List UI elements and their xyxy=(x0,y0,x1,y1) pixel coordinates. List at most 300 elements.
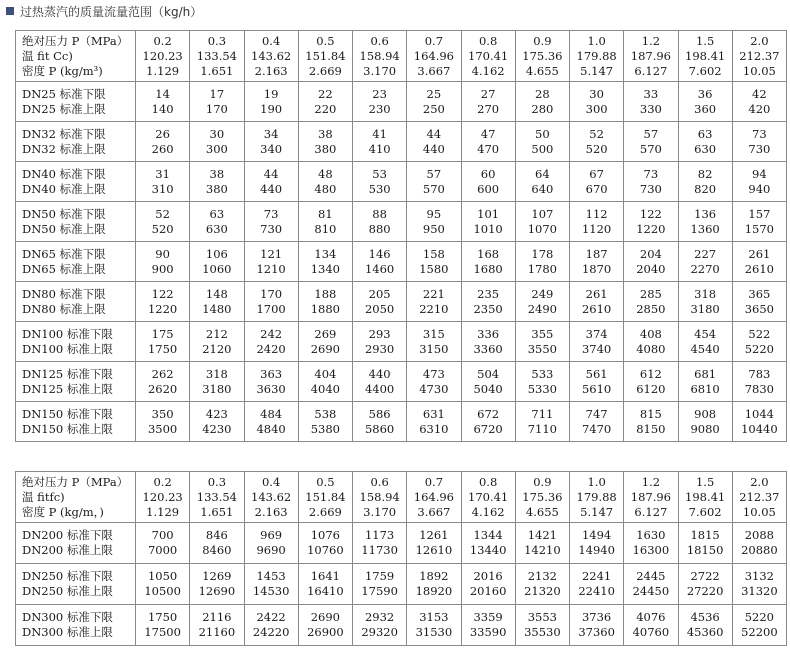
upper-limit-label: DN250 标准上限 xyxy=(22,584,113,598)
lower-limit-value: 261 xyxy=(585,286,608,301)
lower-limit-value: 212 xyxy=(205,326,228,341)
flow-value-cell xyxy=(732,322,786,362)
lower-limit-value: 17 xyxy=(209,86,225,101)
upper-limit-value: 1780 xyxy=(527,261,558,276)
upper-limit-value: 4540 xyxy=(690,341,720,356)
lower-limit-value: 363 xyxy=(260,366,283,381)
lower-limit-value: 205 xyxy=(368,286,391,301)
flow-range-table-1 xyxy=(15,30,787,442)
header-value: 0.3 xyxy=(207,33,227,48)
upper-limit-value: 730 xyxy=(260,221,283,236)
lower-limit-value: 170 xyxy=(260,286,283,301)
pressure-column-header xyxy=(732,31,786,82)
header-value: 2.0 xyxy=(750,474,769,489)
pressure-column-header xyxy=(570,31,624,82)
upper-limit-value: 900 xyxy=(151,261,174,276)
lower-limit-value: 711 xyxy=(531,406,554,421)
upper-limit-value: 190 xyxy=(260,101,283,116)
upper-limit-value: 3180 xyxy=(202,381,232,396)
flow-value-cell xyxy=(136,122,190,162)
table-row xyxy=(16,122,787,162)
flow-value-cell xyxy=(732,162,786,202)
header-label-cell xyxy=(16,472,136,523)
upper-limit-value: 27220 xyxy=(686,584,724,598)
upper-limit-label: DN25 标准上限 xyxy=(22,101,106,116)
flow-value-cell xyxy=(190,362,244,402)
lower-limit-value: 336 xyxy=(477,326,500,341)
header-label-cell xyxy=(16,31,136,82)
upper-limit-value: 6120 xyxy=(636,381,666,396)
lower-limit-value: 82 xyxy=(697,166,713,181)
flow-range-table-2 xyxy=(15,471,787,646)
upper-limit-value: 18150 xyxy=(686,543,724,557)
flow-value-cell xyxy=(244,82,298,122)
header-value: 187.96 xyxy=(630,489,671,504)
header-value: 212.37 xyxy=(739,48,780,63)
header-value: 0.8 xyxy=(478,33,498,48)
upper-limit-value: 3740 xyxy=(581,341,612,356)
header-value: 1.651 xyxy=(200,63,234,78)
upper-limit-value: 14210 xyxy=(524,543,561,557)
flow-value-cell xyxy=(407,82,461,122)
upper-limit-value: 1460 xyxy=(364,261,395,276)
flow-value-cell xyxy=(244,564,298,605)
upper-limit-value: 1570 xyxy=(744,221,775,236)
lower-limit-label: DN300 标准下限 xyxy=(22,610,113,624)
lower-limit-value: 242 xyxy=(260,326,283,341)
lower-limit-value: 454 xyxy=(694,326,717,341)
lower-limit-value: 33 xyxy=(643,86,659,101)
upper-limit-value: 630 xyxy=(694,141,717,156)
lower-limit-value: 14 xyxy=(155,86,170,101)
lower-limit-value: 122 xyxy=(639,206,662,221)
lower-limit-value: 101 xyxy=(477,206,500,221)
flow-value-cell xyxy=(353,564,407,605)
lower-limit-value: 235 xyxy=(477,286,500,301)
table-row xyxy=(16,242,787,282)
header-value: 0.3 xyxy=(207,474,227,489)
upper-limit-value: 500 xyxy=(531,141,554,156)
lower-limit-value: 261 xyxy=(748,246,771,261)
lower-limit-value: 908 xyxy=(694,406,717,421)
pressure-column-header xyxy=(136,31,190,82)
flow-value-cell xyxy=(136,402,190,442)
upper-limit-value: 1870 xyxy=(581,261,612,276)
lower-limit-label: DN250 标准下限 xyxy=(22,569,113,583)
flow-value-cell xyxy=(570,523,624,564)
flow-value-cell xyxy=(136,242,190,282)
upper-limit-value: 2850 xyxy=(636,301,666,316)
upper-limit-value: 10760 xyxy=(307,543,344,557)
upper-limit-value: 20880 xyxy=(741,543,778,557)
header-value: 1.651 xyxy=(200,504,234,519)
flow-value-cell xyxy=(624,322,678,362)
upper-limit-value: 140 xyxy=(151,101,174,116)
lower-limit-label: DN150 标准下限 xyxy=(22,406,113,421)
lower-limit-label: DN50 标准下限 xyxy=(22,206,106,221)
upper-limit-value: 380 xyxy=(205,181,228,196)
lower-limit-label: DN65 标准下限 xyxy=(22,246,106,261)
flow-value-cell xyxy=(298,202,352,242)
lower-limit-value: 2241 xyxy=(581,569,612,583)
flow-value-cell xyxy=(461,282,515,322)
flow-value-cell xyxy=(298,322,352,362)
upper-limit-value: 7830 xyxy=(744,381,775,396)
flow-value-cell xyxy=(732,402,786,442)
upper-limit-value: 1580 xyxy=(419,261,449,276)
lower-limit-value: 1453 xyxy=(256,569,286,583)
upper-limit-value: 2620 xyxy=(147,381,178,396)
header-value: 0.7 xyxy=(424,33,444,48)
header-value: 0.7 xyxy=(424,474,444,489)
lower-limit-label: DN25 标准下限 xyxy=(22,86,106,101)
header-value: 2.163 xyxy=(254,504,288,519)
header-value: 120.23 xyxy=(142,48,183,63)
flow-value-cell xyxy=(678,362,732,402)
flow-value-cell xyxy=(515,122,569,162)
upper-limit-value: 1070 xyxy=(527,221,558,236)
flow-value-cell xyxy=(298,605,352,646)
upper-limit-value: 9690 xyxy=(256,543,286,557)
upper-limit-value: 14940 xyxy=(578,543,615,557)
flow-value-cell xyxy=(461,82,515,122)
flow-value-cell xyxy=(515,82,569,122)
lower-limit-value: 440 xyxy=(368,366,391,381)
flow-value-cell xyxy=(570,564,624,605)
flow-value-cell xyxy=(244,605,298,646)
upper-limit-label: DN80 标准上限 xyxy=(22,301,106,316)
flow-value-cell xyxy=(298,82,352,122)
upper-limit-value: 730 xyxy=(639,181,662,196)
flow-value-cell xyxy=(136,82,190,122)
flow-value-cell xyxy=(244,322,298,362)
upper-limit-value: 2120 xyxy=(202,341,232,356)
row-label-cell xyxy=(16,322,136,362)
lower-limit-value: 318 xyxy=(205,366,228,381)
upper-limit-value: 4400 xyxy=(364,381,395,396)
header-row xyxy=(16,31,787,82)
lower-limit-value: 533 xyxy=(531,366,554,381)
row-label-cell xyxy=(16,162,136,202)
flow-value-cell xyxy=(678,282,732,322)
upper-limit-value: 470 xyxy=(477,141,500,156)
lower-limit-value: 57 xyxy=(426,166,442,181)
flow-value-cell xyxy=(624,362,678,402)
lower-limit-value: 2422 xyxy=(256,610,286,624)
upper-limit-value: 1360 xyxy=(690,221,720,236)
table-row xyxy=(16,564,787,605)
upper-limit-value: 1880 xyxy=(310,301,341,316)
flow-value-cell xyxy=(190,162,244,202)
upper-limit-value: 810 xyxy=(314,221,337,236)
upper-limit-value: 17590 xyxy=(361,584,398,598)
lower-limit-value: 249 xyxy=(531,286,554,301)
lower-limit-value: 146 xyxy=(368,246,391,261)
table-row xyxy=(16,362,787,402)
flow-value-cell xyxy=(732,82,786,122)
lower-limit-value: 1494 xyxy=(581,528,612,542)
header-value: 0.2 xyxy=(153,474,172,489)
flow-value-cell xyxy=(407,282,461,322)
lower-limit-value: 815 xyxy=(639,406,662,421)
lower-limit-value: 52 xyxy=(155,206,170,221)
flow-value-cell xyxy=(678,523,732,564)
row-label-cell xyxy=(16,605,136,646)
flow-value-cell xyxy=(353,523,407,564)
lower-limit-value: 148 xyxy=(205,286,228,301)
flow-value-cell xyxy=(570,162,624,202)
header-value: 0.6 xyxy=(370,33,389,48)
lower-limit-value: 473 xyxy=(422,366,445,381)
flow-value-cell xyxy=(570,242,624,282)
lower-limit-value: 44 xyxy=(426,126,442,141)
flow-value-cell xyxy=(732,523,786,564)
flow-value-cell xyxy=(136,322,190,362)
lower-limit-value: 30 xyxy=(589,86,604,101)
lower-limit-value: 1044 xyxy=(744,406,775,421)
flow-value-cell xyxy=(678,242,732,282)
lower-limit-value: 423 xyxy=(205,406,228,421)
upper-limit-value: 360 xyxy=(694,101,717,116)
flow-value-cell xyxy=(678,82,732,122)
upper-limit-value: 1210 xyxy=(256,261,286,276)
flow-value-cell xyxy=(190,402,244,442)
lower-limit-value: 63 xyxy=(209,206,225,221)
upper-limit-value: 3360 xyxy=(473,341,503,356)
upper-limit-value: 45360 xyxy=(686,625,724,639)
flow-value-cell xyxy=(298,523,352,564)
header-value: 0.5 xyxy=(316,33,335,48)
upper-limit-value: 2490 xyxy=(527,301,558,316)
header-value: 1.129 xyxy=(146,504,180,519)
upper-limit-label: DN125 标准上限 xyxy=(22,381,113,396)
table-row xyxy=(16,162,787,202)
upper-limit-value: 37360 xyxy=(578,625,615,639)
lower-limit-value: 44 xyxy=(263,166,279,181)
flow-value-cell xyxy=(461,523,515,564)
flow-value-cell xyxy=(678,202,732,242)
flow-value-cell xyxy=(624,242,678,282)
flow-value-cell xyxy=(136,202,190,242)
flow-value-cell xyxy=(190,82,244,122)
lower-limit-label: DN125 标准下限 xyxy=(22,366,113,381)
upper-limit-value: 10500 xyxy=(144,584,181,598)
upper-limit-value: 410 xyxy=(368,141,391,156)
upper-limit-value: 16410 xyxy=(307,584,344,598)
upper-limit-value: 3630 xyxy=(256,381,286,396)
flow-value-cell xyxy=(190,122,244,162)
flow-value-cell xyxy=(407,242,461,282)
flow-value-cell xyxy=(570,82,624,122)
header-value: 0.9 xyxy=(533,474,552,489)
lower-limit-value: 64 xyxy=(535,166,550,181)
table-2-body xyxy=(16,472,787,646)
upper-limit-value: 22410 xyxy=(578,584,615,598)
upper-limit-value: 12610 xyxy=(415,543,453,557)
pressure-column-header xyxy=(407,472,461,523)
upper-limit-value: 20160 xyxy=(469,584,507,598)
upper-limit-value: 7110 xyxy=(527,421,558,436)
row-label-cell xyxy=(16,122,136,162)
flow-value-cell xyxy=(461,322,515,362)
lower-limit-value: 22 xyxy=(318,86,333,101)
table-row xyxy=(16,282,787,322)
lower-limit-label: DN80 标准下限 xyxy=(22,286,106,301)
lower-limit-value: 52 xyxy=(589,126,604,141)
upper-limit-value: 820 xyxy=(694,181,717,196)
upper-limit-value: 2350 xyxy=(473,301,503,316)
upper-limit-value: 3180 xyxy=(690,301,720,316)
header-row xyxy=(16,472,787,523)
upper-limit-label: DN32 标准上限 xyxy=(22,141,106,156)
header-value: 0.4 xyxy=(261,33,281,48)
upper-limit-value: 40760 xyxy=(632,625,670,639)
upper-limit-value: 2610 xyxy=(581,301,612,316)
flow-value-cell xyxy=(244,122,298,162)
flow-value-cell xyxy=(515,402,569,442)
upper-limit-value: 14530 xyxy=(252,584,290,598)
row-label-cell xyxy=(16,202,136,242)
lower-limit-value: 3736 xyxy=(581,610,612,624)
flow-value-cell xyxy=(244,402,298,442)
lower-limit-value: 2445 xyxy=(636,569,666,583)
upper-limit-value: 5860 xyxy=(364,421,395,436)
lower-limit-value: 25 xyxy=(426,86,442,101)
header-value: 4.655 xyxy=(525,63,559,78)
upper-limit-value: 5380 xyxy=(310,421,341,436)
flow-value-cell xyxy=(298,242,352,282)
row-label-cell xyxy=(16,242,136,282)
upper-limit-value: 35530 xyxy=(524,625,561,639)
upper-limit-value: 4040 xyxy=(310,381,341,396)
upper-limit-value: 24450 xyxy=(632,584,670,598)
header-value: 10.05 xyxy=(742,504,776,519)
lower-limit-value: 157 xyxy=(748,206,771,221)
upper-limit-value: 24220 xyxy=(252,625,290,639)
lower-limit-value: 408 xyxy=(639,326,662,341)
lower-limit-value: 158 xyxy=(422,246,445,261)
pressure-column-header xyxy=(732,472,786,523)
flow-value-cell xyxy=(461,122,515,162)
flow-value-cell xyxy=(732,564,786,605)
flow-value-cell xyxy=(624,605,678,646)
flow-value-cell xyxy=(190,605,244,646)
pressure-column-header xyxy=(353,472,407,523)
header-value: 179.88 xyxy=(576,48,617,63)
upper-limit-value: 1010 xyxy=(473,221,503,236)
upper-limit-value: 8460 xyxy=(202,543,232,557)
upper-limit-label: DN300 标准上限 xyxy=(22,625,113,639)
header-value: 0.9 xyxy=(533,33,552,48)
flow-value-cell xyxy=(353,362,407,402)
header-value: 5.147 xyxy=(580,504,614,519)
flow-value-cell xyxy=(407,402,461,442)
upper-limit-value: 300 xyxy=(205,141,228,156)
upper-limit-value: 4080 xyxy=(636,341,666,356)
lower-limit-value: 2116 xyxy=(202,610,232,624)
lower-limit-value: 269 xyxy=(314,326,337,341)
upper-limit-value: 310 xyxy=(151,181,174,196)
header-value: 179.88 xyxy=(576,489,617,504)
flow-value-cell xyxy=(461,605,515,646)
table-row xyxy=(16,322,787,362)
header-value: 170.41 xyxy=(468,48,509,63)
lower-limit-value: 50 xyxy=(535,126,550,141)
upper-limit-value: 2210 xyxy=(419,301,449,316)
header-value: 212.37 xyxy=(739,489,780,504)
upper-limit-value: 2050 xyxy=(364,301,395,316)
header-value: 5.147 xyxy=(580,63,614,78)
upper-limit-value: 1700 xyxy=(256,301,286,316)
upper-limit-value: 6720 xyxy=(473,421,503,436)
header-value: 187.96 xyxy=(630,48,671,63)
upper-limit-value: 8150 xyxy=(636,421,666,436)
pressure-column-header xyxy=(190,472,244,523)
lower-limit-value: 134 xyxy=(314,246,337,261)
lower-limit-value: 969 xyxy=(260,528,283,542)
upper-limit-label: DN40 标准上限 xyxy=(22,181,106,196)
flow-value-cell xyxy=(624,402,678,442)
flow-value-cell xyxy=(570,122,624,162)
upper-limit-value: 2610 xyxy=(744,261,775,276)
header-value: 10.05 xyxy=(742,63,776,78)
upper-limit-value: 6810 xyxy=(690,381,720,396)
header-value: 2.669 xyxy=(308,504,342,519)
lower-limit-value: 350 xyxy=(151,406,174,421)
upper-limit-label: DN50 标准上限 xyxy=(22,221,106,236)
header-value: 2.163 xyxy=(254,63,288,78)
lower-limit-value: 178 xyxy=(531,246,554,261)
upper-limit-value: 4730 xyxy=(419,381,449,396)
flow-value-cell xyxy=(624,282,678,322)
lower-limit-value: 681 xyxy=(694,366,717,381)
pressure-column-header xyxy=(407,31,461,82)
upper-limit-value: 12690 xyxy=(198,584,236,598)
upper-limit-value: 220 xyxy=(314,101,337,116)
flow-value-cell xyxy=(515,162,569,202)
upper-limit-value: 5330 xyxy=(527,381,558,396)
lower-limit-value: 19 xyxy=(263,86,279,101)
upper-limit-value: 440 xyxy=(260,181,283,196)
lower-limit-value: 1750 xyxy=(147,610,178,624)
lower-limit-value: 561 xyxy=(585,366,608,381)
upper-limit-value: 440 xyxy=(422,141,445,156)
lower-limit-value: 28 xyxy=(535,86,550,101)
header-value: 3.170 xyxy=(363,63,397,78)
flow-value-cell xyxy=(298,362,352,402)
lower-limit-value: 94 xyxy=(752,166,767,181)
lower-limit-value: 38 xyxy=(209,166,225,181)
header-value: 0.5 xyxy=(316,474,335,489)
lower-limit-value: 1344 xyxy=(473,528,503,542)
flow-value-cell xyxy=(136,362,190,402)
lower-limit-value: 81 xyxy=(318,206,333,221)
upper-limit-value: 11730 xyxy=(361,543,398,557)
pressure-column-header xyxy=(570,472,624,523)
flow-value-cell xyxy=(570,282,624,322)
table-row xyxy=(16,523,787,564)
header-value: 4.162 xyxy=(471,63,505,78)
lower-limit-value: 285 xyxy=(639,286,662,301)
flow-value-cell xyxy=(353,402,407,442)
flow-value-cell xyxy=(298,282,352,322)
pressure-column-header xyxy=(353,31,407,82)
flow-value-cell xyxy=(407,564,461,605)
flow-value-cell xyxy=(678,122,732,162)
flow-value-cell xyxy=(190,322,244,362)
flow-value-cell xyxy=(244,523,298,564)
lower-limit-value: 355 xyxy=(531,326,554,341)
